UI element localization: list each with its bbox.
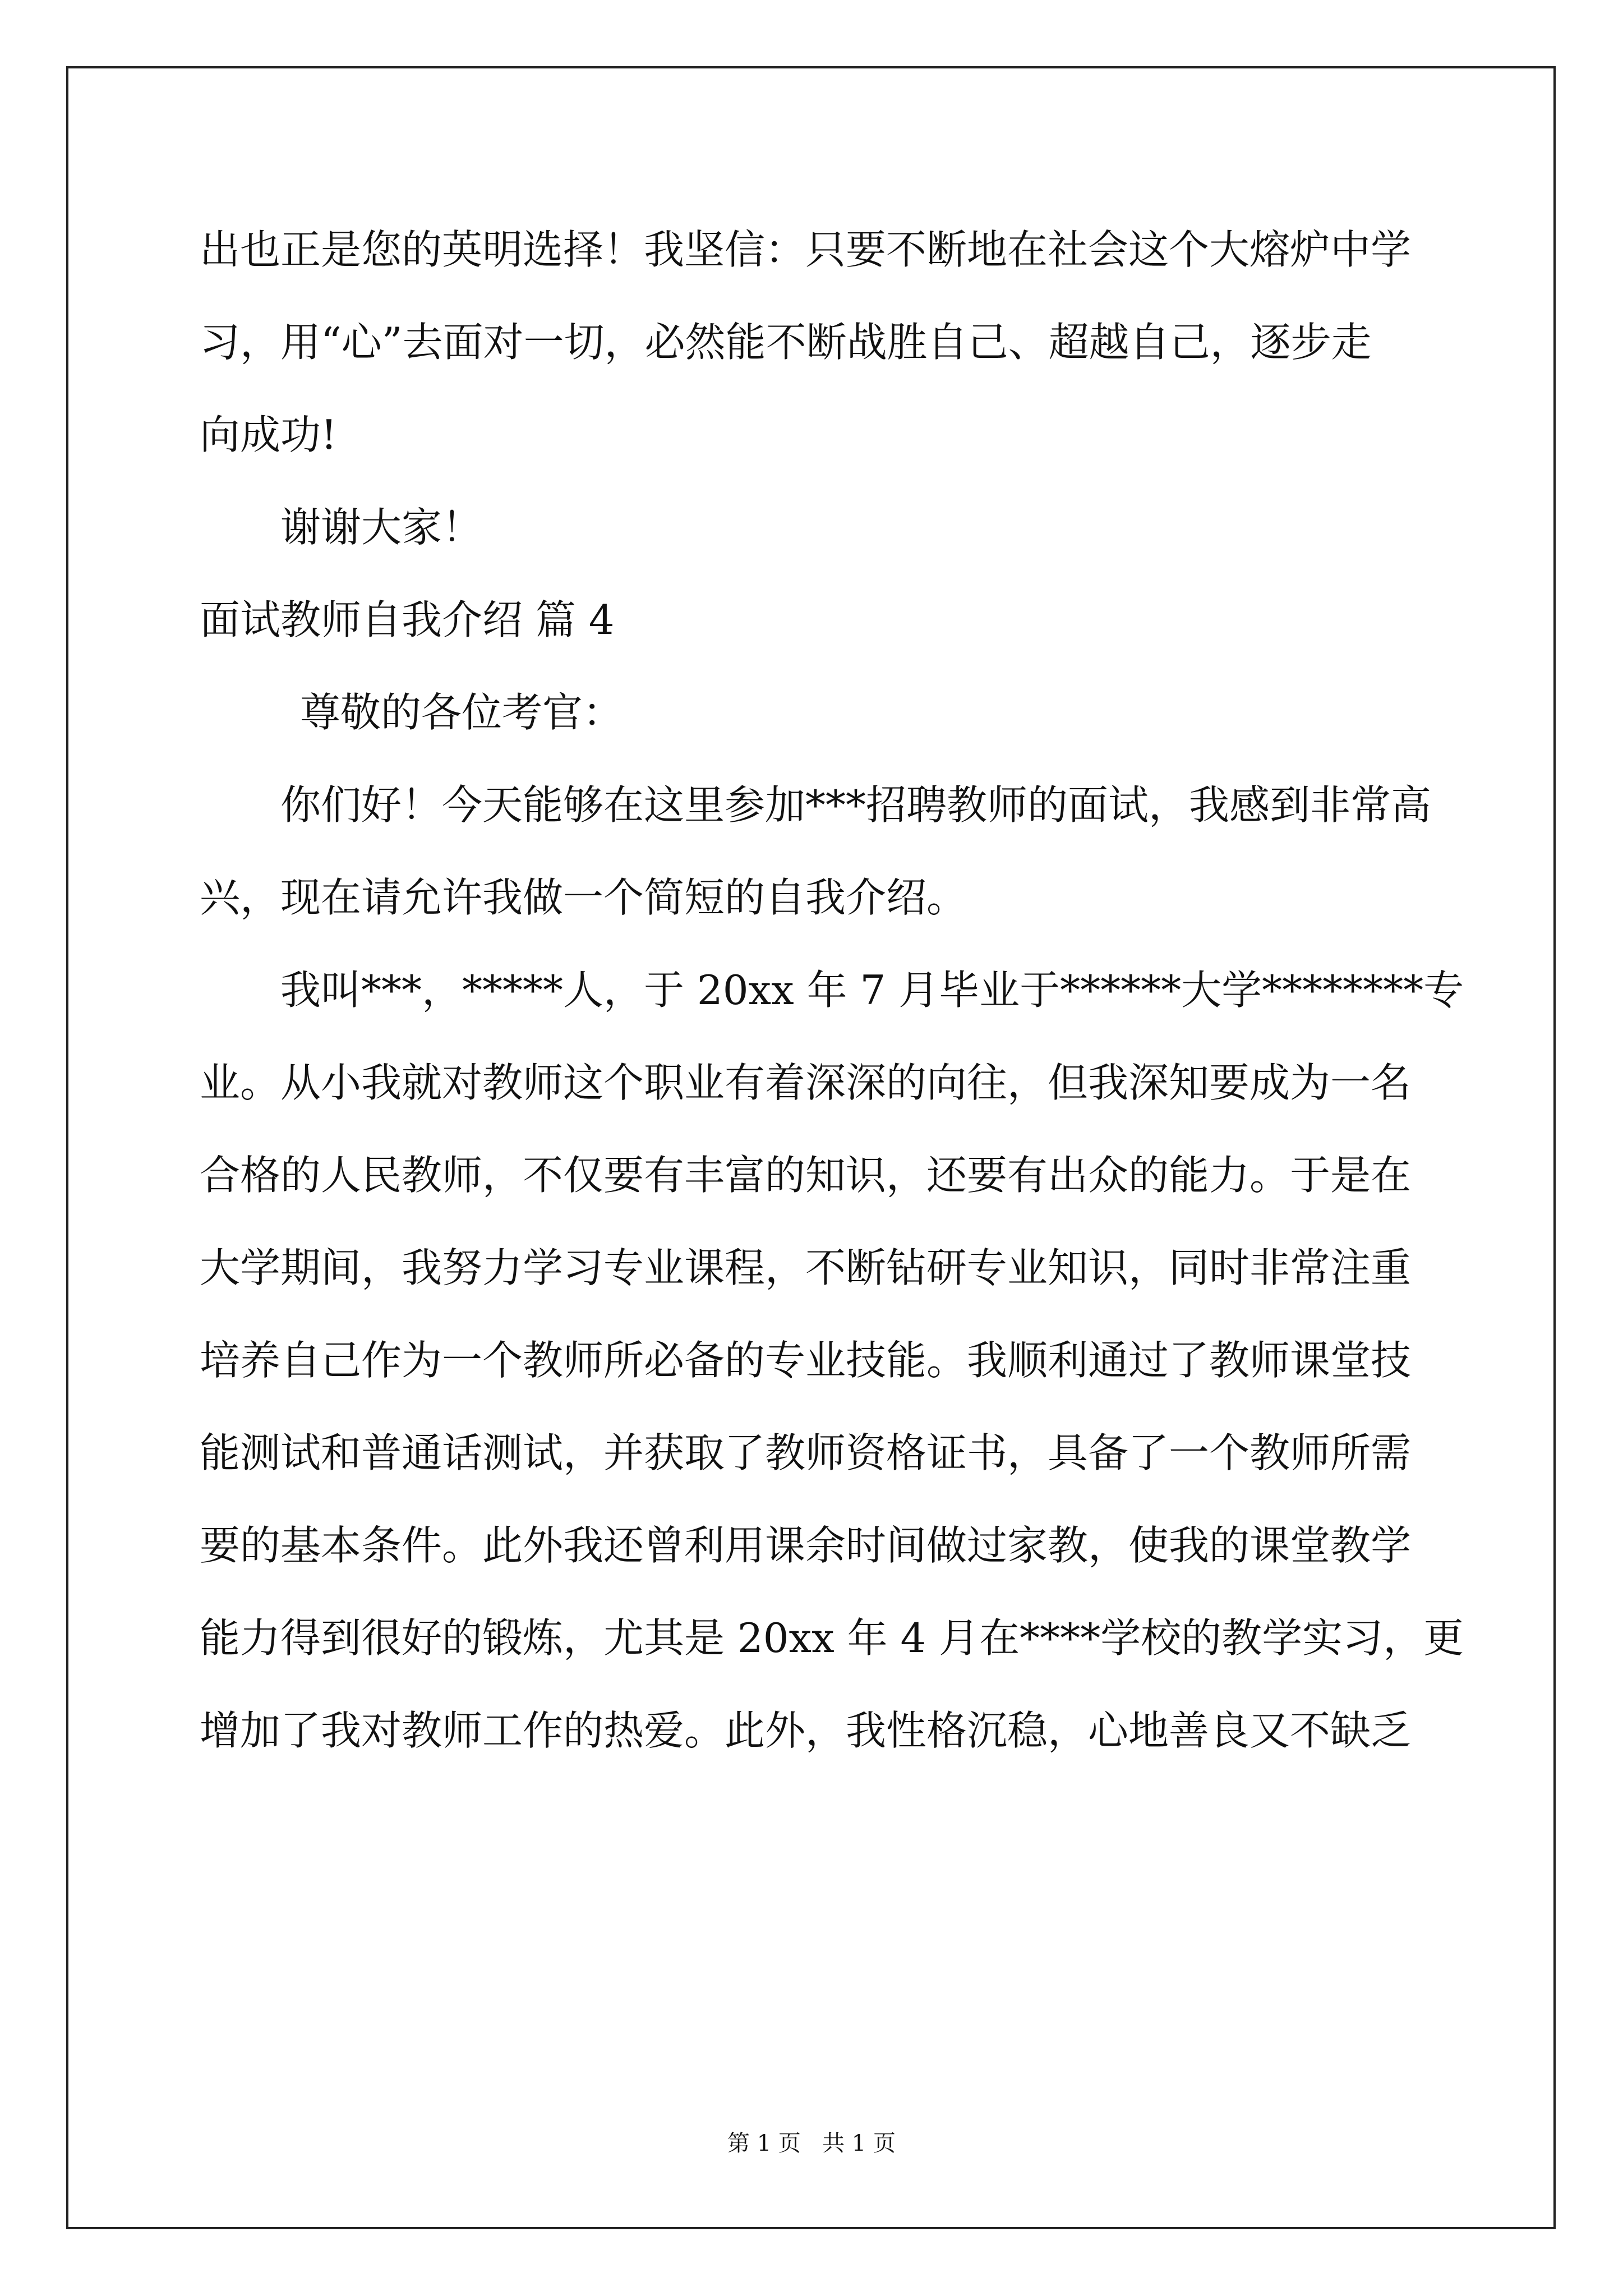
section-heading: 面试教师自我介绍 篇 4 [200, 596, 615, 643]
paragraph-text: 谢谢大家！ [280, 504, 483, 551]
text-line: 向成功! [200, 411, 337, 458]
text-line: 增加了我对教师工作的热爱。此外，我性格沉稳，心地善良又不缺乏 [200, 1707, 1412, 1754]
text-line: 出也正是您的英明选择！我坚信：只要不断地在社会这个大熔炉中学 [200, 226, 1412, 273]
page-number-footer: 第 1 页 共 1 页 [727, 2131, 896, 2156]
text-line: 能测试和普通话测试，并获取了教师资格证书，具备了一个教师所需 [200, 1429, 1412, 1476]
text-line: 习，用“心”去面对一切，必然能不断战胜自己、超越自己，逐步走 [200, 319, 1372, 366]
text-line: 能力得到很好的锻炼，尤其是 20xx 年 4 月在****学校的教学实习，更 [200, 1614, 1464, 1662]
text-line: 培养自己作为一个教师所必备的专业技能。我顺利通过了教师课堂技 [200, 1337, 1412, 1384]
text-line: 兴，现在请允许我做一个简短的自我介绍。 [200, 874, 967, 921]
text-line: 我叫***，*****人，于 20xx 年 7 月毕业于******大学********专 [280, 967, 1464, 1014]
text-line: 合格的人民教师，不仅要有丰富的知识，还要有出众的能力。于是在 [200, 1152, 1412, 1199]
text-line: 你们好！今天能够在这里参加***招聘教师的面试，我感到非常高 [280, 781, 1432, 829]
salutation: 尊敬的各位考官： [300, 689, 624, 736]
text-line: 业。从小我就对教师这个职业有着深深的向往，但我深知要成为一名 [200, 1059, 1412, 1106]
text-line: 要的基本条件。此外我还曾利用课余时间做过家教，使我的课堂教学 [200, 1522, 1412, 1569]
text-line: 大学期间，我努力学习专业课程，不断钻研专业知识，同时非常注重 [200, 1244, 1412, 1291]
